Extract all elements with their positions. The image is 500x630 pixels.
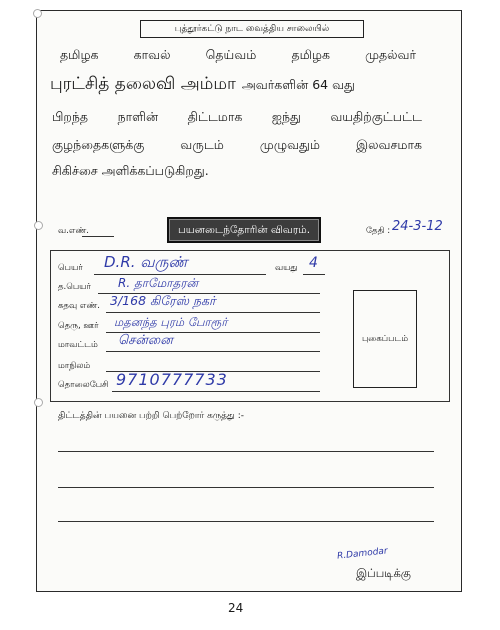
intro-word: முழுவதும்	[259, 137, 320, 152]
name-label: பெயர்	[58, 263, 83, 273]
intro-word: நாளின்	[117, 109, 159, 124]
intro-word: தமிழக	[60, 47, 99, 62]
door-number-field-line	[106, 312, 320, 313]
intro-word: குழந்தைகளுக்கு	[52, 137, 145, 152]
intro-line-3	[52, 109, 422, 126]
section-title: பயனடைந்தோரின் விவரம்.	[167, 217, 321, 243]
name-value: D.R. வருண்	[104, 253, 188, 271]
intro-word: தமிழக	[291, 47, 330, 62]
signature-label: இப்படிக்கு	[356, 566, 411, 580]
door-number-value: 3/168 கிரேஸ் நகர்	[110, 293, 216, 308]
signature: R.Damodar	[336, 546, 389, 562]
age-value: 4	[309, 255, 318, 271]
father-name-value: R. தாமோதரன்	[118, 276, 199, 290]
age-label: வயது	[275, 263, 298, 273]
intro-highlight: புரட்சித் தலைவி அம்மா	[50, 74, 236, 94]
intro-word: ஐந்து	[271, 109, 301, 124]
street-town-label: தெரு, ஊர்	[58, 321, 99, 331]
serial-field	[82, 236, 114, 237]
punch-hole	[33, 9, 42, 18]
intro-word: இலவசமாக	[355, 137, 422, 152]
page-number: 24	[228, 601, 244, 615]
punch-hole	[34, 398, 43, 407]
district-field-line	[106, 351, 320, 352]
serial-label: வ.எண்.	[58, 226, 89, 236]
district-value: சென்னை	[118, 333, 173, 348]
intro-line-2	[50, 74, 422, 96]
district-label: மாவட்டம்	[58, 340, 98, 350]
feedback-line	[58, 451, 434, 452]
door-number-label: கதவு எண்.	[58, 301, 100, 311]
date-label: தேதி :	[366, 226, 391, 236]
punch-hole	[34, 221, 43, 230]
intro-word: பிறந்த	[52, 109, 89, 124]
street-town-value: மதனந்த புரம் போரூர்	[114, 315, 228, 329]
name-field-line	[94, 274, 266, 275]
feedback-line	[58, 487, 434, 488]
intro-word: திட்டமாக	[187, 109, 243, 124]
hospital-name: புத்தூர்கட்டு நாட வைத்திய சாலையில்	[140, 20, 364, 38]
father-name-label: த.பெயர்	[58, 282, 91, 292]
phone-value: 9710777733	[116, 370, 228, 389]
intro-line-1	[60, 47, 416, 64]
phone-label: தொலைபேசி	[58, 380, 109, 390]
intro-line-5: சிகிச்சை அளிக்கப்படுகிறது.	[52, 163, 209, 178]
intro-text: அவர்களின் 64 வது	[241, 77, 355, 92]
intro-word: தெய்வம்	[205, 47, 257, 62]
date-value: 24-3-12	[392, 219, 443, 234]
intro-word: முதல்வர்	[365, 47, 416, 62]
age-field-line	[303, 274, 325, 275]
state-label: மாநிலம்	[58, 361, 91, 371]
feedback-label: திட்டத்தின் பயனை பற்றி பெற்றோர் கருத்து :-	[58, 411, 244, 421]
intro-word: காவல்	[133, 47, 171, 62]
intro-word: வருடம்	[180, 137, 224, 152]
intro-word: வயதிற்குட்பட்ட	[330, 109, 422, 124]
intro-line-4	[52, 137, 422, 154]
phone-field-line	[112, 391, 320, 392]
feedback-line	[58, 521, 434, 522]
photo-placeholder: புகைப்படம்	[353, 290, 417, 388]
